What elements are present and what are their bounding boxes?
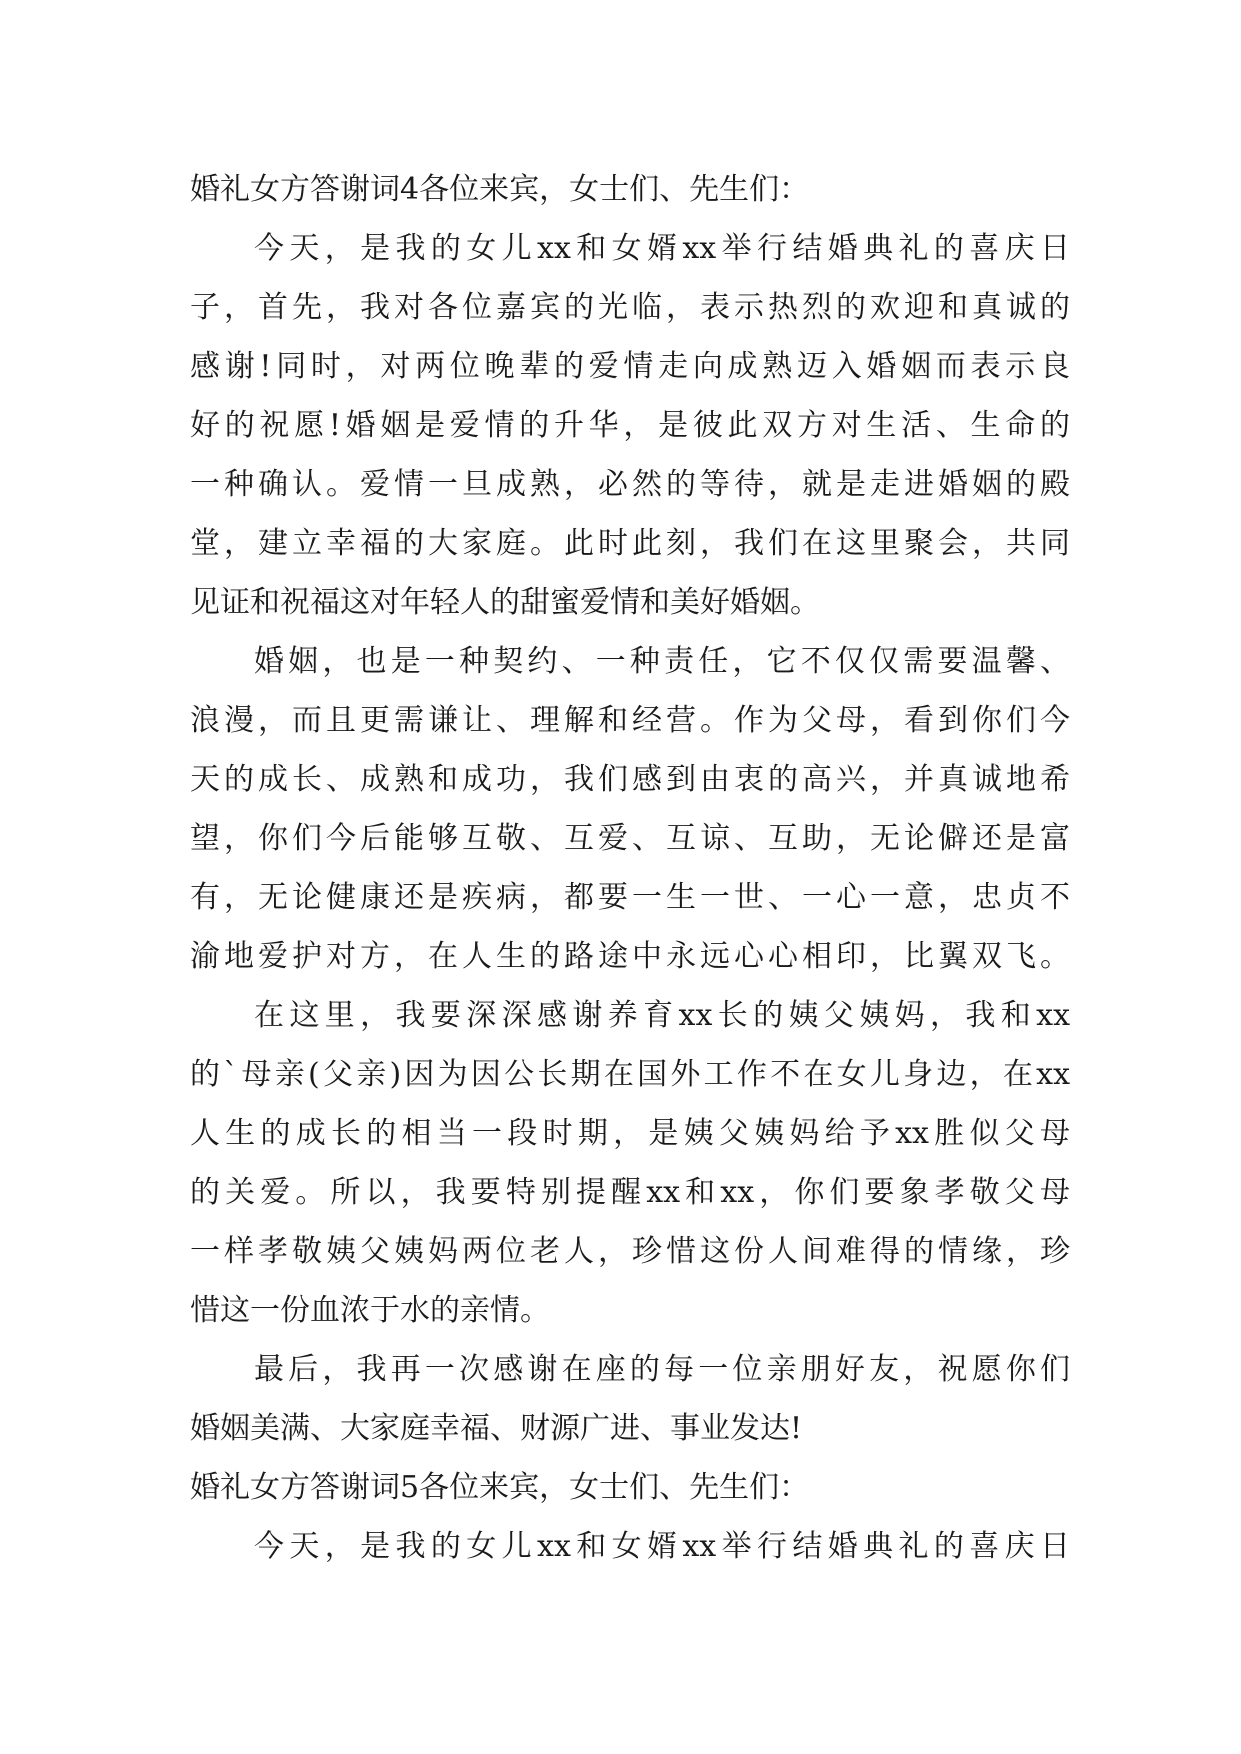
paragraph-line: 望，你们今后能够互敬、互爱、互谅、互助，无论僻还是富 — [190, 821, 1070, 856]
paragraph-line: 人生的成长的相当一段时期，是姨父姨妈给予xx胜似父母 — [190, 1116, 1070, 1151]
paragraph-line: 子，首先，我对各位嘉宾的光临，表示热烈的欢迎和真诚的 — [190, 290, 1070, 325]
paragraph-line: 今天，是我的女儿xx和女婿xx举行结婚典礼的喜庆日 — [254, 231, 1070, 266]
paragraph-line: 一样孝敬姨父姨妈两位老人，珍惜这份人间难得的情缘，珍 — [190, 1234, 1070, 1269]
paragraph-line: 今天，是我的女儿xx和女婿xx举行结婚典礼的喜庆日 — [254, 1529, 1070, 1564]
paragraph-line: 有，无论健康还是疾病，都要一生一世、一心一意，忠贞不 — [190, 880, 1070, 915]
paragraph-line: 见证和祝福这对年轻人的甜蜜爱情和美好婚姻。 — [190, 585, 820, 620]
paragraph-line: 感谢!同时，对两位晚辈的爱情走向成熟迈入婚姻而表示良 — [190, 349, 1070, 384]
paragraph-line: 在这里，我要深深感谢养育xx长的姨父姨妈，我和xx — [254, 998, 1070, 1033]
section-heading: 婚礼女方答谢词4各位来宾，女士们、先生们： — [190, 172, 810, 207]
paragraph-line: 的`母亲(父亲)因为因公长期在国外工作不在女儿身边，在xx — [190, 1057, 1070, 1092]
paragraph-line: 堂，建立幸福的大家庭。此时此刻，我们在这里聚会，共同 — [190, 526, 1070, 561]
paragraph-line: 的关爱。所以，我要特别提醒xx和xx，你们要象孝敬父母 — [190, 1175, 1070, 1210]
paragraph-line: 婚姻美满、大家庭幸福、财源广进、事业发达! — [190, 1411, 803, 1446]
paragraph-line: 好的祝愿!婚姻是爱情的升华，是彼此双方对生活、生命的 — [190, 408, 1070, 443]
paragraph-line: 一种确认。爱情一旦成熟，必然的等待，就是走进婚姻的殿 — [190, 467, 1070, 502]
paragraph-line: 惜这一份血浓于水的亲情。 — [190, 1293, 550, 1328]
document-body — [190, 160, 1070, 1576]
paragraph-line: 最后，我再一次感谢在座的每一位亲朋好友，祝愿你们 — [254, 1352, 1070, 1387]
paragraph-line: 浪漫，而且更需谦让、理解和经营。作为父母，看到你们今 — [190, 703, 1070, 738]
paragraph-line: 渝地爱护对方，在人生的路途中永远心心相印，比翼双飞。 — [190, 939, 1070, 974]
section-heading: 婚礼女方答谢词5各位来宾，女士们、先生们： — [190, 1470, 810, 1505]
paragraph-line: 天的成长、成熟和成功，我们感到由衷的高兴，并真诚地希 — [190, 762, 1070, 797]
paragraph-line: 婚姻，也是一种契约、一种责任，它不仅仅需要温馨、 — [254, 644, 1070, 679]
